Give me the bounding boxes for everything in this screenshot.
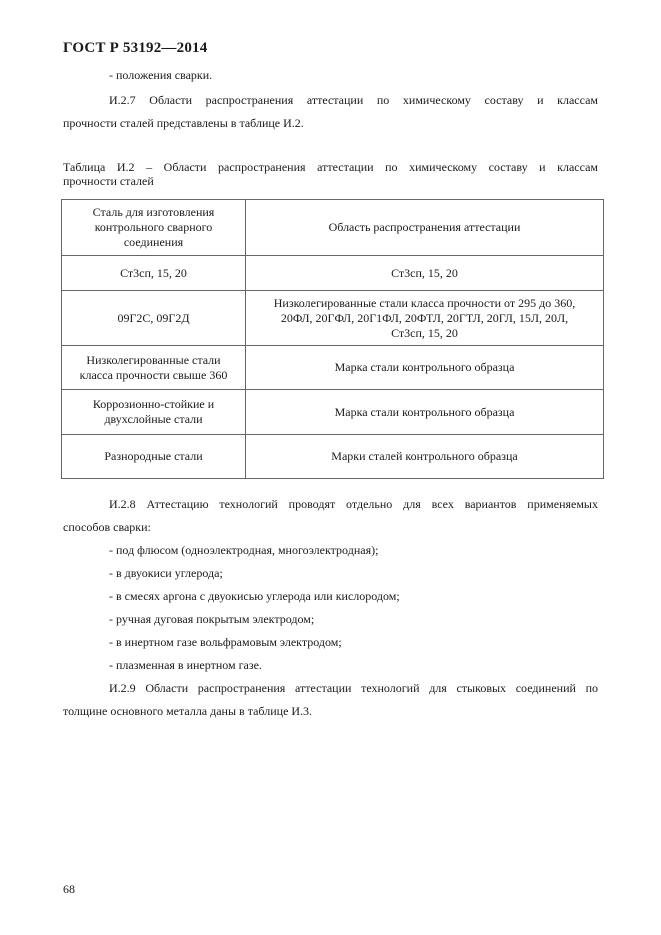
cell-text: двухслойные стали bbox=[104, 412, 203, 426]
cell-text: Ст3сп, 15, 20 bbox=[120, 265, 187, 280]
cell-text: 09Г2С, 09Г2Д bbox=[117, 310, 190, 325]
weld-method-item: - в инертном газе вольфрамовым электродом; bbox=[109, 635, 342, 649]
table-header-row bbox=[62, 200, 604, 256]
cell-steel bbox=[62, 435, 246, 479]
weld-method-item: - в двуокиси углерода; bbox=[109, 566, 223, 580]
cell-text: Ст3сп, 15, 20 bbox=[391, 265, 458, 280]
cell-text: 20ФЛ, 20ГФЛ, 20Г1ФЛ, 20ФТЛ, 20ГТЛ, 20ГЛ, 15Л, 20Л, bbox=[280, 310, 569, 325]
header-steel-line: Сталь для изготовления bbox=[92, 205, 215, 219]
cell-scope bbox=[246, 256, 604, 291]
cell-steel bbox=[62, 291, 246, 346]
table-row bbox=[62, 291, 604, 346]
page-number: 68 bbox=[63, 882, 75, 896]
cell-text: Марка стали контрольного образца bbox=[334, 404, 515, 419]
cell-scope bbox=[246, 291, 604, 346]
header-steel-line: контрольного сварного bbox=[94, 220, 213, 234]
table-row bbox=[62, 346, 604, 390]
table-row bbox=[62, 256, 604, 291]
para-i29-line2: толщине основного металла даны в таблице И.3. bbox=[63, 704, 313, 718]
cell-text: Ст3сп, 15, 20 bbox=[391, 325, 458, 340]
cell-text: класса прочности свыше 360 bbox=[79, 367, 228, 382]
cell-steel bbox=[62, 256, 246, 291]
table-row bbox=[62, 390, 604, 435]
table-caption-line1: Таблица И.2 – Области распространения аттестации по химическому составу и классам bbox=[63, 160, 598, 174]
cell-steel bbox=[62, 346, 246, 390]
weld-method-item: - плазменная в инертном газе. bbox=[109, 658, 262, 672]
weld-method-item: - в смесях аргона с двуокисью углерода или кислородом; bbox=[109, 589, 400, 603]
cell-text: Разнородные стали bbox=[104, 449, 203, 463]
para-i27-line1: И.2.7 Области распространения аттестации по химическому составу и классам bbox=[109, 93, 598, 107]
weld-method-item: - под флюсом (одноэлектродная, многоэлектродная); bbox=[109, 543, 379, 557]
document-code: ГОСТ Р 53192—2014 bbox=[63, 40, 208, 56]
cell-text: Коррозионно-стойкие и bbox=[92, 397, 215, 411]
cell-text: Низколегированные стали bbox=[86, 352, 221, 367]
cell-text: Низколегированные стали класса прочности от 295 до 360, bbox=[273, 295, 576, 310]
cell-text: Марка стали контрольного образца bbox=[334, 360, 515, 374]
intro-bullet: - положения сварки. bbox=[109, 68, 213, 82]
table-caption-line2: прочности сталей bbox=[63, 174, 154, 188]
weld-method-item: - ручная дуговая покрытым электродом; bbox=[109, 612, 315, 626]
cell-text: Марки сталей контрольного образца bbox=[331, 449, 518, 463]
header-scope: Область распространения аттестации bbox=[246, 200, 604, 256]
para-i28-line2: способов сварки: bbox=[63, 520, 151, 534]
cell-scope bbox=[246, 435, 604, 479]
table-row bbox=[62, 435, 604, 479]
cell-steel bbox=[62, 390, 246, 435]
cell-scope bbox=[246, 346, 604, 390]
cell-scope bbox=[246, 390, 604, 435]
header-steel-line: соединения bbox=[123, 235, 184, 249]
steel-scope-table bbox=[61, 199, 604, 479]
para-i27-line2: прочности сталей представлены в таблице И.2. bbox=[63, 116, 304, 130]
header-steel bbox=[62, 200, 246, 256]
para-i28-line1: И.2.8 Аттестацию технологий проводят отдельно для всех вариантов применяемых bbox=[109, 497, 598, 511]
para-i29-line1: И.2.9 Области распространения аттестации технологий для стыковых соединений по bbox=[109, 681, 598, 695]
